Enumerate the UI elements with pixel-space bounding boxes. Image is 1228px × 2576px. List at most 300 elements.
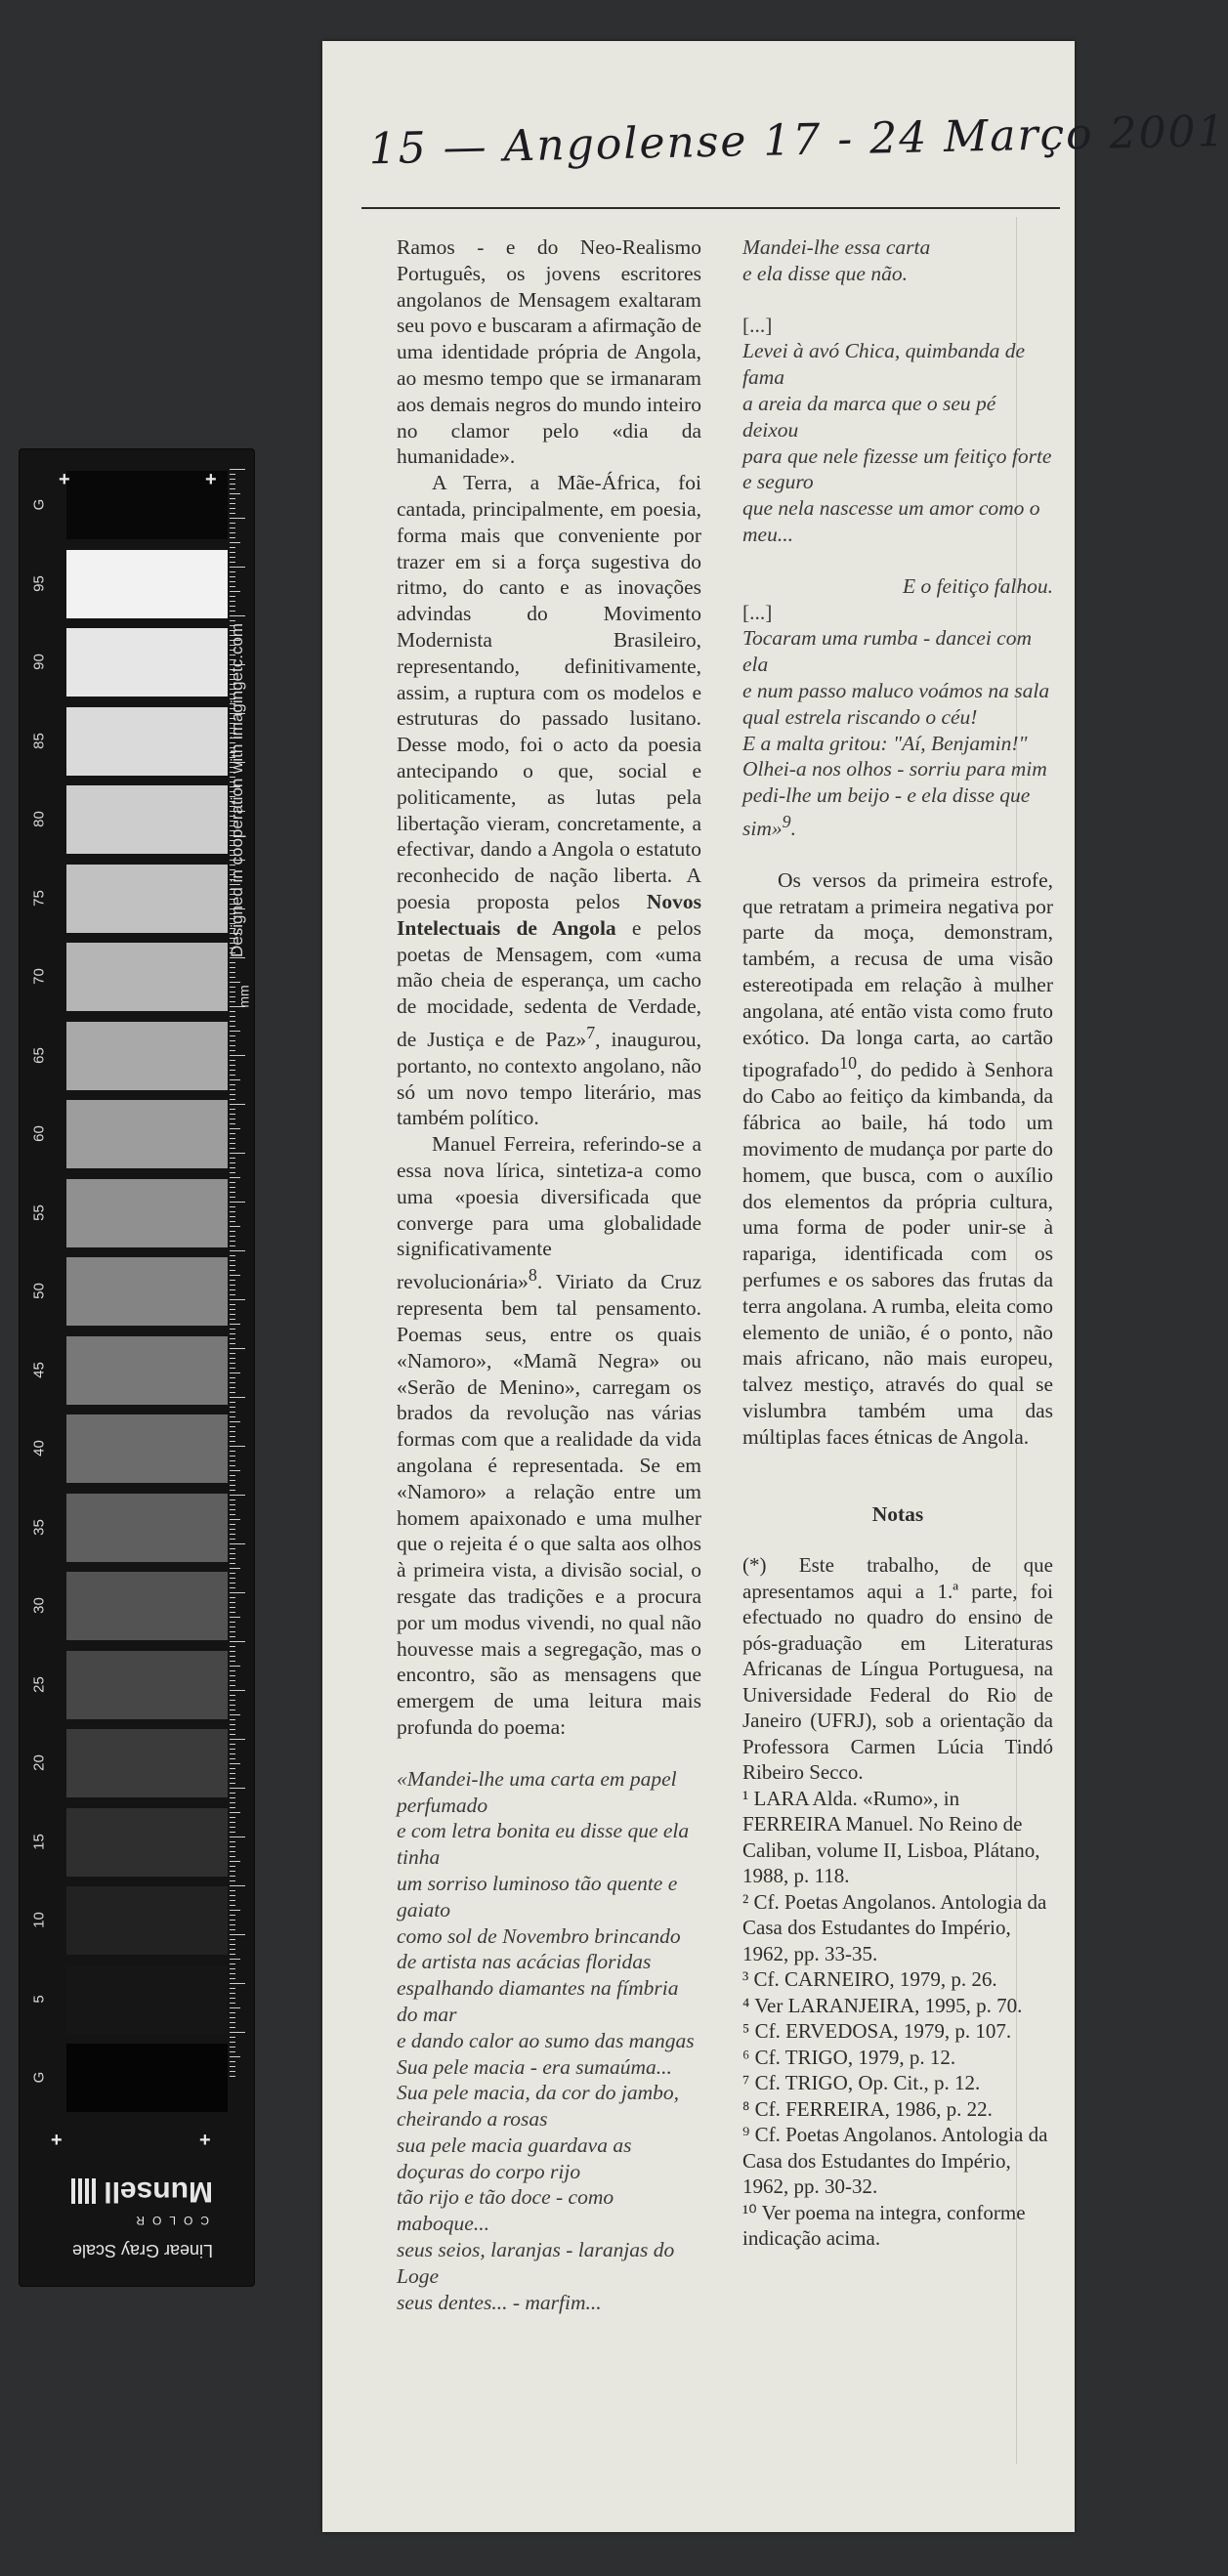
plus-mark: + — [59, 469, 70, 490]
spacer — [742, 1527, 1053, 1552]
ruler-tick — [230, 1329, 235, 1330]
ruler-tick — [230, 1070, 235, 1071]
spacer — [397, 1741, 701, 1766]
ruler-tick — [230, 1504, 235, 1505]
ruler-tick — [230, 1788, 245, 1789]
ruler-tick — [230, 1651, 235, 1652]
ruler-tick — [230, 1983, 245, 1984]
ruler-tick — [230, 1832, 235, 1833]
verse-line: seus seios, laranjas - laranjas do Loge — [397, 2238, 675, 2288]
ruler-tick — [230, 1485, 235, 1486]
ruler-tick — [230, 1797, 235, 1798]
verse-line: um sorriso luminoso tão quente e gaiato — [397, 1871, 678, 1921]
note: (*) Este trabalho, de que apresentamos aqui a 1.ª parte, foi efectuado no quadro do ensino de pós-graduação em Literaturas Africanas de Língua Portuguesa, na Universidade Federal do Rio de Janeiro (UFRJ), sob a orientação da Professora Carmen Lúcia Tindó Ribeiro Secco. — [742, 1553, 1053, 1785]
ruler-tick — [230, 1841, 235, 1842]
ruler-tick — [230, 1040, 235, 1041]
text-run: Os versos da primeira estrofe, que retratam a primeira negativa por parte da moça, demonstram, também, a recusa de uma visão estereotipada em relação à mulher angolana, até então vista como fruto exótico. Da longa carta, ao cartão tipografado — [742, 867, 1053, 1082]
ruler-tick — [230, 1802, 235, 1803]
paragraph — [397, 470, 701, 1131]
ruler-tick — [230, 508, 235, 509]
gray-step-label: 25 — [30, 1675, 48, 1693]
ruler-tick — [230, 488, 235, 489]
ruler-tick — [230, 1480, 235, 1481]
ruler-tick — [230, 2071, 235, 2072]
ruler-tick — [230, 513, 235, 514]
ruler-tick — [230, 2056, 240, 2057]
ruler-tick — [230, 987, 235, 988]
ruler-tick — [230, 1929, 235, 1930]
ruler-tick — [230, 1817, 235, 1818]
ruler-tick — [230, 2051, 235, 2052]
footnote-ref: 10 — [839, 1053, 858, 1074]
ruler-tick — [230, 1333, 235, 1334]
ruler-tick — [230, 1304, 235, 1305]
ruler-tick — [230, 1162, 235, 1163]
ruler-tick — [230, 1446, 245, 1447]
ruler-tick — [230, 1744, 235, 1745]
ruler-tick — [230, 1138, 235, 1139]
ruler-tick — [230, 1705, 235, 1706]
ruler-tick — [230, 1436, 235, 1437]
ruler-tick — [230, 469, 245, 470]
verse-line: tão rijo e tão doce - como maboque... — [397, 2185, 614, 2236]
ellipsis: [...] — [742, 313, 773, 337]
spacer — [742, 548, 1053, 573]
ruler-tick — [230, 1299, 245, 1300]
ruler-tick — [230, 1192, 235, 1193]
ruler-tick — [230, 1793, 235, 1794]
ruler-tick — [230, 1695, 235, 1696]
ruler-tick — [230, 1861, 240, 1862]
ruler-tick — [230, 2007, 240, 2008]
ruler-tick — [230, 1158, 235, 1159]
verse-line: E o feitiço falhou. — [902, 573, 1053, 598]
ruler-tick — [230, 982, 240, 983]
ruler-tick — [230, 1993, 235, 1994]
ruler-tick — [230, 1885, 245, 1886]
gray-step-label: 65 — [30, 1046, 48, 1064]
ruler-tick — [230, 1451, 235, 1452]
ruler-tick — [230, 1368, 235, 1369]
ruler-tick — [230, 1421, 240, 1422]
verse-line: Sua pele macia - era sumaúma... — [397, 2054, 672, 2079]
ruler-tick — [230, 1866, 235, 1867]
plus-mark: + — [199, 2130, 211, 2151]
ruler-tick — [230, 1563, 235, 1564]
ruler-tick — [230, 2032, 245, 2033]
ruler-tick — [230, 1998, 235, 1999]
ruler-tick — [230, 1016, 235, 1017]
ruler-tick — [230, 537, 235, 538]
ruler-tick — [230, 1460, 235, 1461]
ruler-tick — [230, 2012, 235, 2013]
ruler-tick — [230, 1050, 235, 1051]
ruler-tick — [230, 1099, 235, 1100]
gray-patch — [66, 1415, 228, 1483]
verse-line: que nela nascesse um amor como o meu... — [742, 496, 1040, 546]
verse-line: Sua pele macia, da cor do jambo, cheirando a rosas — [397, 2081, 680, 2132]
ruler-tick — [230, 972, 235, 973]
ruler-tick — [230, 1255, 235, 1256]
ruler-tick — [230, 1587, 235, 1588]
ruler-tick — [230, 957, 245, 958]
ruler-tick — [230, 1514, 235, 1515]
gray-patch — [66, 1100, 228, 1168]
ruler-tick — [230, 1280, 235, 1281]
gray-step-label: 50 — [30, 1283, 48, 1299]
ruler-tick — [230, 1202, 245, 1203]
ruler-tick — [230, 1250, 245, 1251]
ruler-tick — [230, 1910, 240, 1911]
ruler-tick — [230, 493, 240, 494]
ruler-tick — [230, 1646, 235, 1647]
ruler-tick — [230, 1827, 235, 1828]
ruler-tick — [230, 1001, 235, 1002]
gray-patch — [66, 1651, 228, 1719]
ruler-tick — [230, 1075, 235, 1076]
ruler-tick — [230, 1294, 235, 1295]
ruler-tick — [230, 1143, 235, 1144]
verse-line: Tocaram uma rumba - dancei com ela — [742, 626, 1033, 677]
footnote-ref: 9 — [782, 811, 791, 831]
ruler-tick — [230, 1597, 235, 1598]
ruler-tick — [230, 1539, 235, 1540]
plus-mark: + — [205, 469, 217, 490]
ruler-tick — [230, 1607, 235, 1608]
ruler-tick — [230, 1534, 235, 1535]
ruler-tick — [230, 532, 235, 533]
ruler-tick — [230, 1035, 235, 1036]
ruler-tick — [230, 1392, 235, 1393]
gray-patch — [66, 1572, 228, 1640]
ruler-tick — [230, 1011, 235, 1012]
ruler-tick — [230, 1055, 245, 1056]
ruler-tick — [230, 1988, 235, 1989]
gray-patch — [66, 628, 228, 697]
ruler-tick — [230, 1548, 235, 1549]
spacer — [742, 842, 1053, 867]
handwritten-header: 15 — Angolense 17 - 24 Março 2001 — [368, 106, 1228, 175]
ruler-tick — [230, 518, 245, 519]
footnote: ¹⁰ Ver poema na integra, conforme indicação acima. — [742, 2200, 1026, 2251]
ruler-tick — [230, 1045, 235, 1046]
ruler-tick — [230, 1260, 235, 1261]
ruler-tick — [230, 1270, 235, 1271]
ruler-tick — [230, 1763, 240, 1764]
munsell-logo — [49, 2100, 225, 2266]
ruler-tick — [230, 1641, 245, 1642]
ruler-tick — [230, 1314, 235, 1315]
ruler-tick — [230, 1851, 235, 1852]
ruler-tick — [230, 1397, 245, 1398]
ruler-tick — [230, 1358, 235, 1359]
ruler-tick — [230, 557, 235, 558]
gray-patch — [66, 1022, 228, 1090]
footnote: ⁶ Cf. TRIGO, 1979, p. 12. — [742, 2045, 956, 2069]
scale-name: Linear Gray Scale — [71, 2241, 213, 2260]
spacer — [742, 1451, 1053, 1476]
ruler-tick — [230, 1382, 235, 1383]
ruler-tick — [230, 1104, 245, 1105]
ruler-tick — [230, 1768, 235, 1769]
verse-line: Levei à avó Chica, quimbanda de fama — [742, 339, 1026, 390]
ruler-tick — [230, 962, 235, 963]
ruler-tick — [230, 2066, 235, 2067]
right-column — [742, 234, 1053, 2252]
ruler-tick — [230, 1309, 235, 1310]
ruler-tick — [230, 2003, 235, 2004]
ruler-tick — [230, 1109, 235, 1110]
ruler-tick — [230, 1065, 235, 1066]
footnote: ⁹ Cf. Poetas Angolanos. Antologia da Casa dos Estudantes do Império, 1962, pp. 30-32. — [742, 2123, 1048, 2199]
brand-sub: COLOR — [128, 2214, 209, 2227]
ruler-tick — [230, 1094, 235, 1095]
footnote: ³ Cf. CARNEIRO, 1979, p. 26. — [742, 1967, 997, 1992]
ruler-tick — [230, 1895, 235, 1896]
ruler-tick — [230, 1719, 235, 1720]
gray-patch — [66, 1808, 228, 1877]
gray-patch — [66, 707, 228, 776]
verse-line: como sol de Novembro brincando de artista nas acácias floridas — [397, 1923, 681, 1974]
ruler-tick — [230, 1133, 235, 1134]
ruler-tick — [230, 1944, 235, 1945]
poem-verses — [397, 1766, 701, 2316]
verse-line: sua pele macia guardava as doçuras do corpo rijo — [397, 2133, 632, 2183]
footnote: ⁴ Ver LARANJEIRA, 1995, p. 70. — [742, 1993, 1023, 2017]
ruler-tick — [230, 1426, 235, 1427]
gray-step-label: 55 — [30, 1204, 48, 1221]
ruler-tick — [230, 1319, 235, 1320]
ruler-tick — [230, 1978, 235, 1979]
ruler-tick — [230, 1495, 245, 1496]
gray-patch — [66, 943, 228, 1011]
ruler-tick — [230, 1675, 235, 1676]
ruler-tick — [230, 498, 235, 499]
verse-line: seus dentes... - marfim... — [397, 2290, 602, 2314]
ruler-tick — [230, 1182, 235, 1183]
ruler-tick — [230, 1128, 240, 1129]
spacer — [742, 287, 1053, 313]
gray-step-label: 80 — [30, 811, 48, 827]
verse-line: e dando calor ao sumo das mangas — [397, 2028, 695, 2052]
text-run: . Viriato da Cruz representa bem tal pensamento. Poemas seus, entre os quais «Namoro», «Mamã Negra» ou «Serão de Menino», carregam os brados da revolução nas várias formas com que a realidade da vida angolana é representada. Se em «Namoro» a relação entre um homem apaixonado e uma mulher que o rejeita é o que salta aos olhos à primeira vista, a divisão social, o resgate das tradições e a procura por um modus vivendi, no qual não houvesse mais a segregação, mas o encontro, são as mensagens que emergem de uma leitura mais profunda do poema: — [397, 1270, 701, 1739]
ruler-tick — [230, 1353, 235, 1354]
ruler-tick — [230, 1778, 235, 1779]
ruler-tick — [230, 1636, 235, 1637]
ruler-tick — [230, 552, 235, 553]
ruler-tick — [230, 1739, 245, 1740]
ruler-tick — [230, 1666, 240, 1667]
footnote: ⁷ Cf. TRIGO, Op. Cit., p. 12. — [742, 2071, 981, 2095]
ruler-tick — [230, 1431, 235, 1432]
ruler-tick — [230, 1553, 235, 1554]
ruler-tick — [230, 2017, 235, 2018]
ruler-tick — [230, 1939, 235, 1940]
gray-step-label: 70 — [30, 968, 48, 985]
ruler-tick — [230, 1583, 235, 1584]
ruler-tick — [230, 1241, 235, 1242]
ruler-tick — [230, 1753, 235, 1754]
ruler-tick — [230, 2027, 235, 2028]
verse-line: a areia da marca que o seu pé deixou — [742, 391, 996, 442]
text-run: , do pedido à Senhora do Cabo ao feitiço da kimbanda, da fábrica ao baile, há todo um movimento de mudança por parte do homem, que busca, com o auxílio dos elementos da própria cultura, uma forma de poder unir-se à rapariga, identificada com os perfumes e os sabores das frutas da terra angolana. A rumba, eleita como elemento de união, é o ponto, não mais africano, não mais europeu, talvez mestiço, através do qual se vislumbra também uma das múltiplas faces étnicas de Angola. — [742, 1058, 1053, 1449]
gray-patch — [66, 550, 228, 618]
ruler-tick — [230, 1773, 235, 1774]
ruler-tick — [230, 1465, 235, 1466]
verse-line: e com letra bonita eu disse que ela tinha — [397, 1819, 690, 1870]
verse-line — [742, 782, 1053, 842]
verse-line: qual estrela riscando o céu! — [742, 704, 978, 729]
ruler-tick — [230, 1661, 235, 1662]
ruler-tick — [230, 474, 235, 475]
ruler-tick — [230, 977, 235, 978]
paragraph — [397, 1131, 701, 1740]
ruler-tick — [230, 1729, 235, 1730]
text-run: e pelos poetas de Mensagem, com «uma mão cheia de esperança, um cacho de mocidade, sedenta de Verdade, de Justiça e de Paz» — [397, 915, 701, 1052]
ruler-tick — [230, 2047, 235, 2048]
ruler-tick — [230, 1934, 245, 1935]
ruler-tick — [230, 1529, 235, 1530]
ellipsis: [...] — [742, 600, 773, 624]
ruler-tick — [230, 1924, 235, 1925]
ruler-tick — [230, 1289, 235, 1290]
ruler-tick — [230, 1822, 235, 1823]
gray-scale-card — [20, 449, 254, 2286]
ruler-tick — [230, 1197, 235, 1198]
gray-step-label: 10 — [30, 1912, 48, 1928]
ruler-tick — [230, 1631, 235, 1632]
ruler-tick — [230, 523, 235, 524]
ruler-tick — [230, 1890, 235, 1891]
ruler-tick — [230, 1509, 235, 1510]
ruler-tick — [230, 1499, 235, 1500]
ruler-tick — [230, 1905, 235, 1906]
footnote: ⁵ Cf. ERVEDOSA, 1979, p. 107. — [742, 2019, 1012, 2044]
gray-step-label: 30 — [30, 1597, 48, 1614]
gray-patch — [66, 1886, 228, 1955]
gray-patch — [66, 785, 228, 854]
ruler-tick — [230, 1807, 235, 1808]
ruler-tick — [230, 1167, 235, 1168]
ruler-tick — [230, 1758, 235, 1759]
newspaper-clipping — [322, 41, 1228, 2532]
text-run: pedi-lhe um beijo - e ela disse que sim» — [742, 783, 1031, 841]
ruler-tick — [230, 1324, 240, 1325]
brand-name: Munsell — [104, 2175, 213, 2208]
ruler-tick — [230, 1954, 235, 1955]
gray-patch — [66, 471, 228, 539]
ruler-tick — [230, 1876, 235, 1877]
ruler-tick — [230, 2037, 235, 2038]
ruler-tick — [230, 1148, 235, 1149]
verse-line: espalhando diamantes na fímbria do mar — [397, 1976, 679, 2026]
ruler-tick — [230, 547, 235, 548]
text-run: . — [790, 817, 796, 841]
gray-step-label: 85 — [30, 732, 48, 749]
gray-patch — [66, 1965, 228, 2034]
ruler-tick — [230, 1714, 240, 1715]
ruler-tick — [230, 967, 235, 968]
ruler-tick — [230, 1177, 240, 1178]
ruler-tick — [230, 1656, 235, 1657]
ruler-tick — [230, 1206, 235, 1207]
verse-line: e ela disse que não. — [742, 261, 908, 285]
verse-line: Mandei-lhe essa carta — [742, 235, 931, 259]
gray-patch — [66, 1257, 228, 1326]
ruler-tick — [230, 2022, 235, 2023]
ruler-tick — [230, 1021, 235, 1022]
ruler-tick — [230, 1338, 235, 1339]
footnote-ref: 7 — [586, 1022, 596, 1042]
ruler-tick — [230, 1783, 235, 1784]
ruler-tick — [230, 1920, 235, 1921]
verse-line: para que nele fizesse um feitiço forte e seguro — [742, 443, 1052, 494]
gray-patch — [66, 1336, 228, 1405]
ruler-tick — [230, 1602, 235, 1603]
ruler-tick — [230, 1578, 235, 1579]
header-rule — [361, 207, 1060, 209]
ruler-tick — [230, 1456, 235, 1457]
ruler-tick — [230, 1211, 235, 1212]
ruler-tick — [230, 1558, 235, 1559]
ruler-tick — [230, 1949, 235, 1950]
ruler-tick — [230, 1231, 235, 1232]
gray-patch — [66, 1729, 228, 1797]
ruler-tick — [230, 2076, 235, 2077]
ruler-tick — [230, 1519, 240, 1520]
ruler-tick — [230, 1031, 240, 1032]
gray-step-label: G — [30, 498, 48, 511]
ruler-tick — [230, 1343, 235, 1344]
left-column — [397, 234, 701, 2315]
ruler-tick — [230, 1880, 235, 1881]
ruler-tick — [230, 1749, 235, 1750]
ruler-tick — [230, 1363, 235, 1364]
ruler-tick — [230, 2061, 235, 2062]
footnote: ¹ LARA Alda. «Rumo», in FERREIRA Manuel. No Reino de Caliban, volume II, Lisboa, Plátano, 1988, p. 118. — [742, 1786, 1040, 1888]
verse-line: e num passo maluco voámos na sala — [742, 678, 1050, 702]
gray-step-label: 5 — [30, 1994, 48, 2004]
ruler-tick — [230, 1959, 240, 1960]
gray-step-label: 35 — [30, 1518, 48, 1536]
ruler-tick — [230, 1622, 235, 1623]
ruler-tick — [230, 1900, 235, 1901]
verse-line: E a malta gritou: "Aí, Benjamin!" — [742, 731, 1028, 755]
plus-mark: + — [51, 2130, 63, 2151]
ruler-tick — [230, 484, 235, 485]
ruler-tick — [230, 1226, 240, 1227]
ruler-tick — [230, 1568, 240, 1569]
ruler-tick — [230, 1123, 235, 1124]
ruler-tick — [230, 503, 235, 504]
ruler-tick — [230, 2042, 235, 2043]
ruler-tick — [230, 1856, 235, 1857]
ruler-tick — [230, 1221, 235, 1222]
ruler-tick — [230, 1475, 235, 1476]
card-credit: Designed in cooperation with imagingetc.com — [228, 622, 246, 957]
gray-step-label: 95 — [30, 574, 48, 592]
text-run: A Terra, a Mãe-África, foi cantada, principalmente, em poesia, forma mais que conveniente por trazer em si a força sugestiva do ritmo, do canto e as inovações advindas do Movimento Modernista Brasileiro, representando, definitivamente, assim, a ruptura com os modelos e estruturas do passado lusitano. Desse modo, foi o acto da poesia antecipando o que, social e politicamente, as lutas pela libertação vieram, concretamente, a efectivar, dando a Angola o estatuto reconhecido de nação liberta. A poesia proposta pelos — [397, 471, 701, 913]
bold-run: Novos Intelectuais de Angola — [397, 889, 701, 940]
text-run: Manuel Ferreira, referindo-se a essa nova lírica, sintetiza-a como uma «poesia diversificada que converge para uma globalidade significativamente revolucionária» — [397, 1132, 701, 1294]
ruler-tick — [230, 479, 235, 480]
ruler-tick — [230, 1387, 235, 1388]
gray-step-label: G — [30, 2071, 48, 2084]
verse-line: Olhei-a nos olhos - sorriu para mim — [742, 757, 1047, 781]
ruler-tick — [230, 1416, 235, 1417]
ruler-tick — [230, 562, 235, 563]
spacer — [742, 1476, 1053, 1501]
